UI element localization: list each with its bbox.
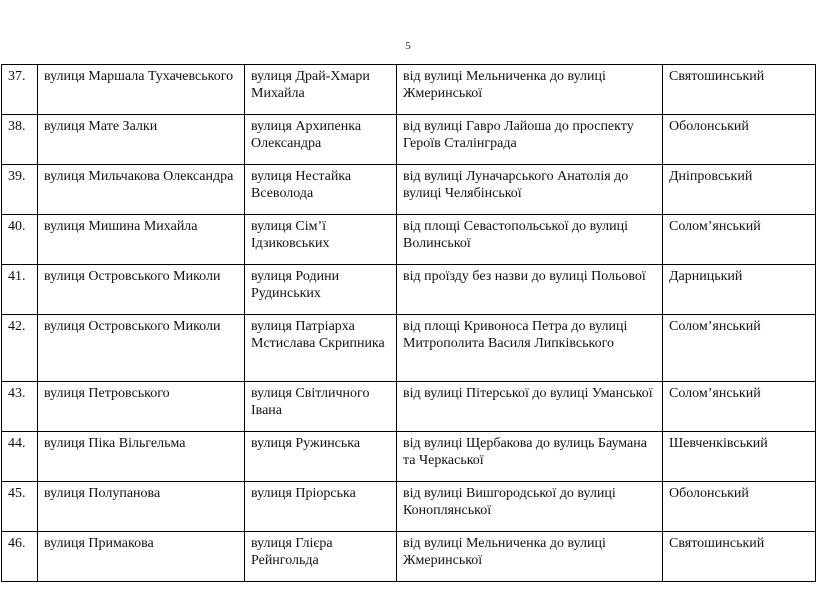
street-range: від вулиці Гавро Лайоша до проспекту Героїв Сталінграда xyxy=(397,115,663,165)
old-street-name: вулиця Полупанова xyxy=(38,482,245,532)
district: Солом’янський xyxy=(663,215,816,265)
row-number: 38. xyxy=(2,115,38,165)
street-range: від вулиці Мельниченка до вулиці Жмеринської xyxy=(397,65,663,115)
old-street-name: вулиця Островського Миколи xyxy=(38,265,245,315)
row-number: 39. xyxy=(2,165,38,215)
old-street-name: вулиця Мате Залки xyxy=(38,115,245,165)
row-number: 41. xyxy=(2,265,38,315)
street-range: від проїзду без назви до вулиці Польової xyxy=(397,265,663,315)
street-range: від вулиці Щербакова до вулиць Баумана та Черкаської xyxy=(397,432,663,482)
district: Дніпровський xyxy=(663,165,816,215)
old-street-name: вулиця Островського Миколи xyxy=(38,315,245,382)
district: Солом’янський xyxy=(663,315,816,382)
district: Оболонський xyxy=(663,115,816,165)
street-range: від площі Севастопольської до вулиці Волинської xyxy=(397,215,663,265)
new-street-name: вулиця Родини Рудинських xyxy=(245,265,397,315)
district: Оболонський xyxy=(663,482,816,532)
old-street-name: вулиця Мильчакова Олександра xyxy=(38,165,245,215)
old-street-name: вулиця Петровського xyxy=(38,382,245,432)
table-row xyxy=(2,382,816,432)
district: Шевченківський xyxy=(663,432,816,482)
new-street-name: вулиця Світличного Івана xyxy=(245,382,397,432)
old-street-name: вулиця Примакова xyxy=(38,532,245,582)
new-street-name: вулиця Патріарха Мстислава Скрипника xyxy=(245,315,397,382)
table-row xyxy=(2,115,816,165)
new-street-name: вулиця Нестайка Всеволода xyxy=(245,165,397,215)
new-street-name: вулиця Глієра Рейнгольда xyxy=(245,532,397,582)
old-street-name: вулиця Маршала Тухачевського xyxy=(38,65,245,115)
row-number: 37. xyxy=(2,65,38,115)
street-range: від вулиці Мельниченка до вулиці Жмеринської xyxy=(397,532,663,582)
table-row xyxy=(2,532,816,582)
street-range: від вулиці Луначарського Анатолія до вулиці Челябінської xyxy=(397,165,663,215)
street-range: від площі Кривоноса Петра до вулиці Митрополита Василя Липківського xyxy=(397,315,663,382)
district: Святошинський xyxy=(663,65,816,115)
table-row xyxy=(2,315,816,382)
page-number: 5 xyxy=(405,40,411,52)
district: Дарницький xyxy=(663,265,816,315)
new-street-name: вулиця Архипенка Олександра xyxy=(245,115,397,165)
old-street-name: вулиця Піка Вільгельма xyxy=(38,432,245,482)
row-number: 42. xyxy=(2,315,38,382)
table-row xyxy=(2,215,816,265)
streets-table xyxy=(1,64,816,582)
district: Святошинський xyxy=(663,532,816,582)
district: Солом’янський xyxy=(663,382,816,432)
old-street-name: вулиця Мишина Михайла xyxy=(38,215,245,265)
new-street-name: вулиця Сім’ї Ідзиковських xyxy=(245,215,397,265)
row-number: 44. xyxy=(2,432,38,482)
street-range: від вулиці Вишгородської до вулиці Коноплянської xyxy=(397,482,663,532)
table-row xyxy=(2,482,816,532)
table-row xyxy=(2,65,816,115)
row-number: 45. xyxy=(2,482,38,532)
row-number: 43. xyxy=(2,382,38,432)
table-row xyxy=(2,432,816,482)
table-row xyxy=(2,165,816,215)
new-street-name: вулиця Пріорська xyxy=(245,482,397,532)
row-number: 40. xyxy=(2,215,38,265)
new-street-name: вулиця Ружинська xyxy=(245,432,397,482)
row-number: 46. xyxy=(2,532,38,582)
new-street-name: вулиця Драй-Хмари Михайла xyxy=(245,65,397,115)
street-range: від вулиці Пітерської до вулиці Уманської xyxy=(397,382,663,432)
table-row xyxy=(2,265,816,315)
